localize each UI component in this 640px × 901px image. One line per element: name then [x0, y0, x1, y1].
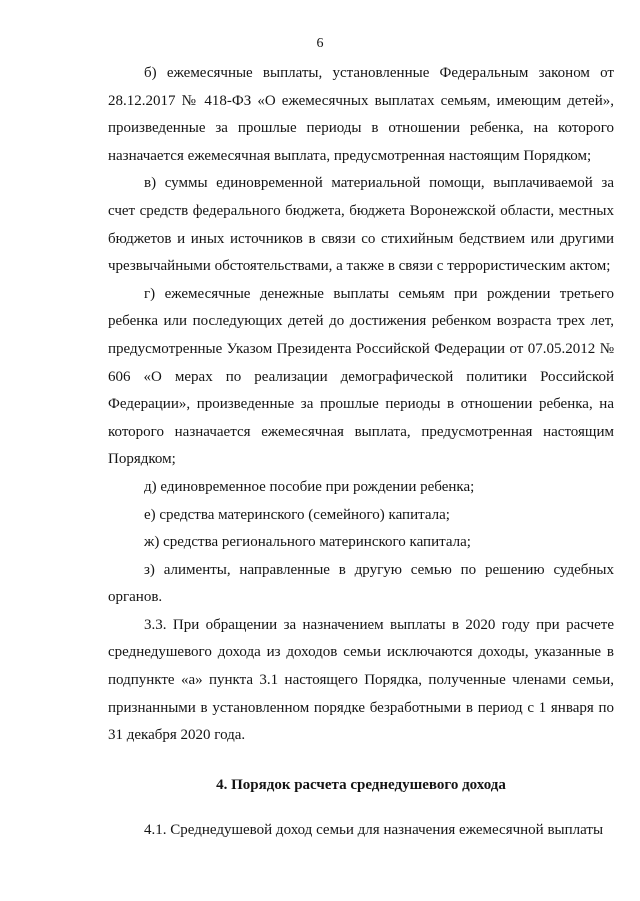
- paragraph-e: е) средства материнского (семейного) капитала;: [144, 506, 450, 523]
- paragraph-zh: ж) средства регионального материнского капитала;: [144, 534, 471, 551]
- paragraph-z: з) алименты, направленные в другую семью по решению судебных органов.: [108, 561, 614, 606]
- paragraph-g: г) ежемесячные денежные выплаты семьям при рождении третьего ребенка или последующих детей до достижения ребенком возраста трех лет, предусмотренные Указом Президента Российской Федерации от 07.05.2012 № 606 «О мерах по реализации демографической политики Российской Федерации», произведенные за прошлые периоды в отношении ребенка, на которого назначается ежемесячная выплата, предусмотренная настоящим Порядком;: [108, 285, 614, 468]
- document-body: [108, 60, 614, 845]
- paragraph-3-3: 3.3. При обращении за назначением выплаты в 2020 году при расчете среднедушевого дохода из доходов семьи исключаются доходы, указанные в подпункте «а» пункта 3.1 настоящего Порядка, полученные членами семьи, признанными в установленном порядке безработными в период с 1 января по 31 декабря 2020 года.: [108, 616, 614, 744]
- paragraph-d: д) единовременное пособие при рождении ребенка;: [144, 478, 475, 495]
- paragraph-v: в) суммы единовременной материальной помощи, выплачиваемой за счет средств федерального бюджета, бюджета Воронежской области, местных бюджетов и иных источников в связи со стихийным бедствием или другими чрезвычайными обстоятельствами, а также в связи с террористическим актом;: [108, 175, 614, 275]
- section-heading: 4. Порядок расчета среднедушевого дохода: [216, 776, 506, 793]
- paragraph-4-1: 4.1. Среднедушевой доход семьи для назначения ежемесячной выплаты: [144, 822, 604, 839]
- paragraph-b: б) ежемесячные выплаты, установленные Федеральным законом от 28.12.2017 № 418-ФЗ «О ежемесячных выплатах семьям, имеющим детей», произведенные за прошлые периоды в отношении ребенка, на которого назначается ежемесячная выплата, предусмотренная настоящим Порядком;: [108, 65, 614, 164]
- page-number: 6: [316, 36, 324, 51]
